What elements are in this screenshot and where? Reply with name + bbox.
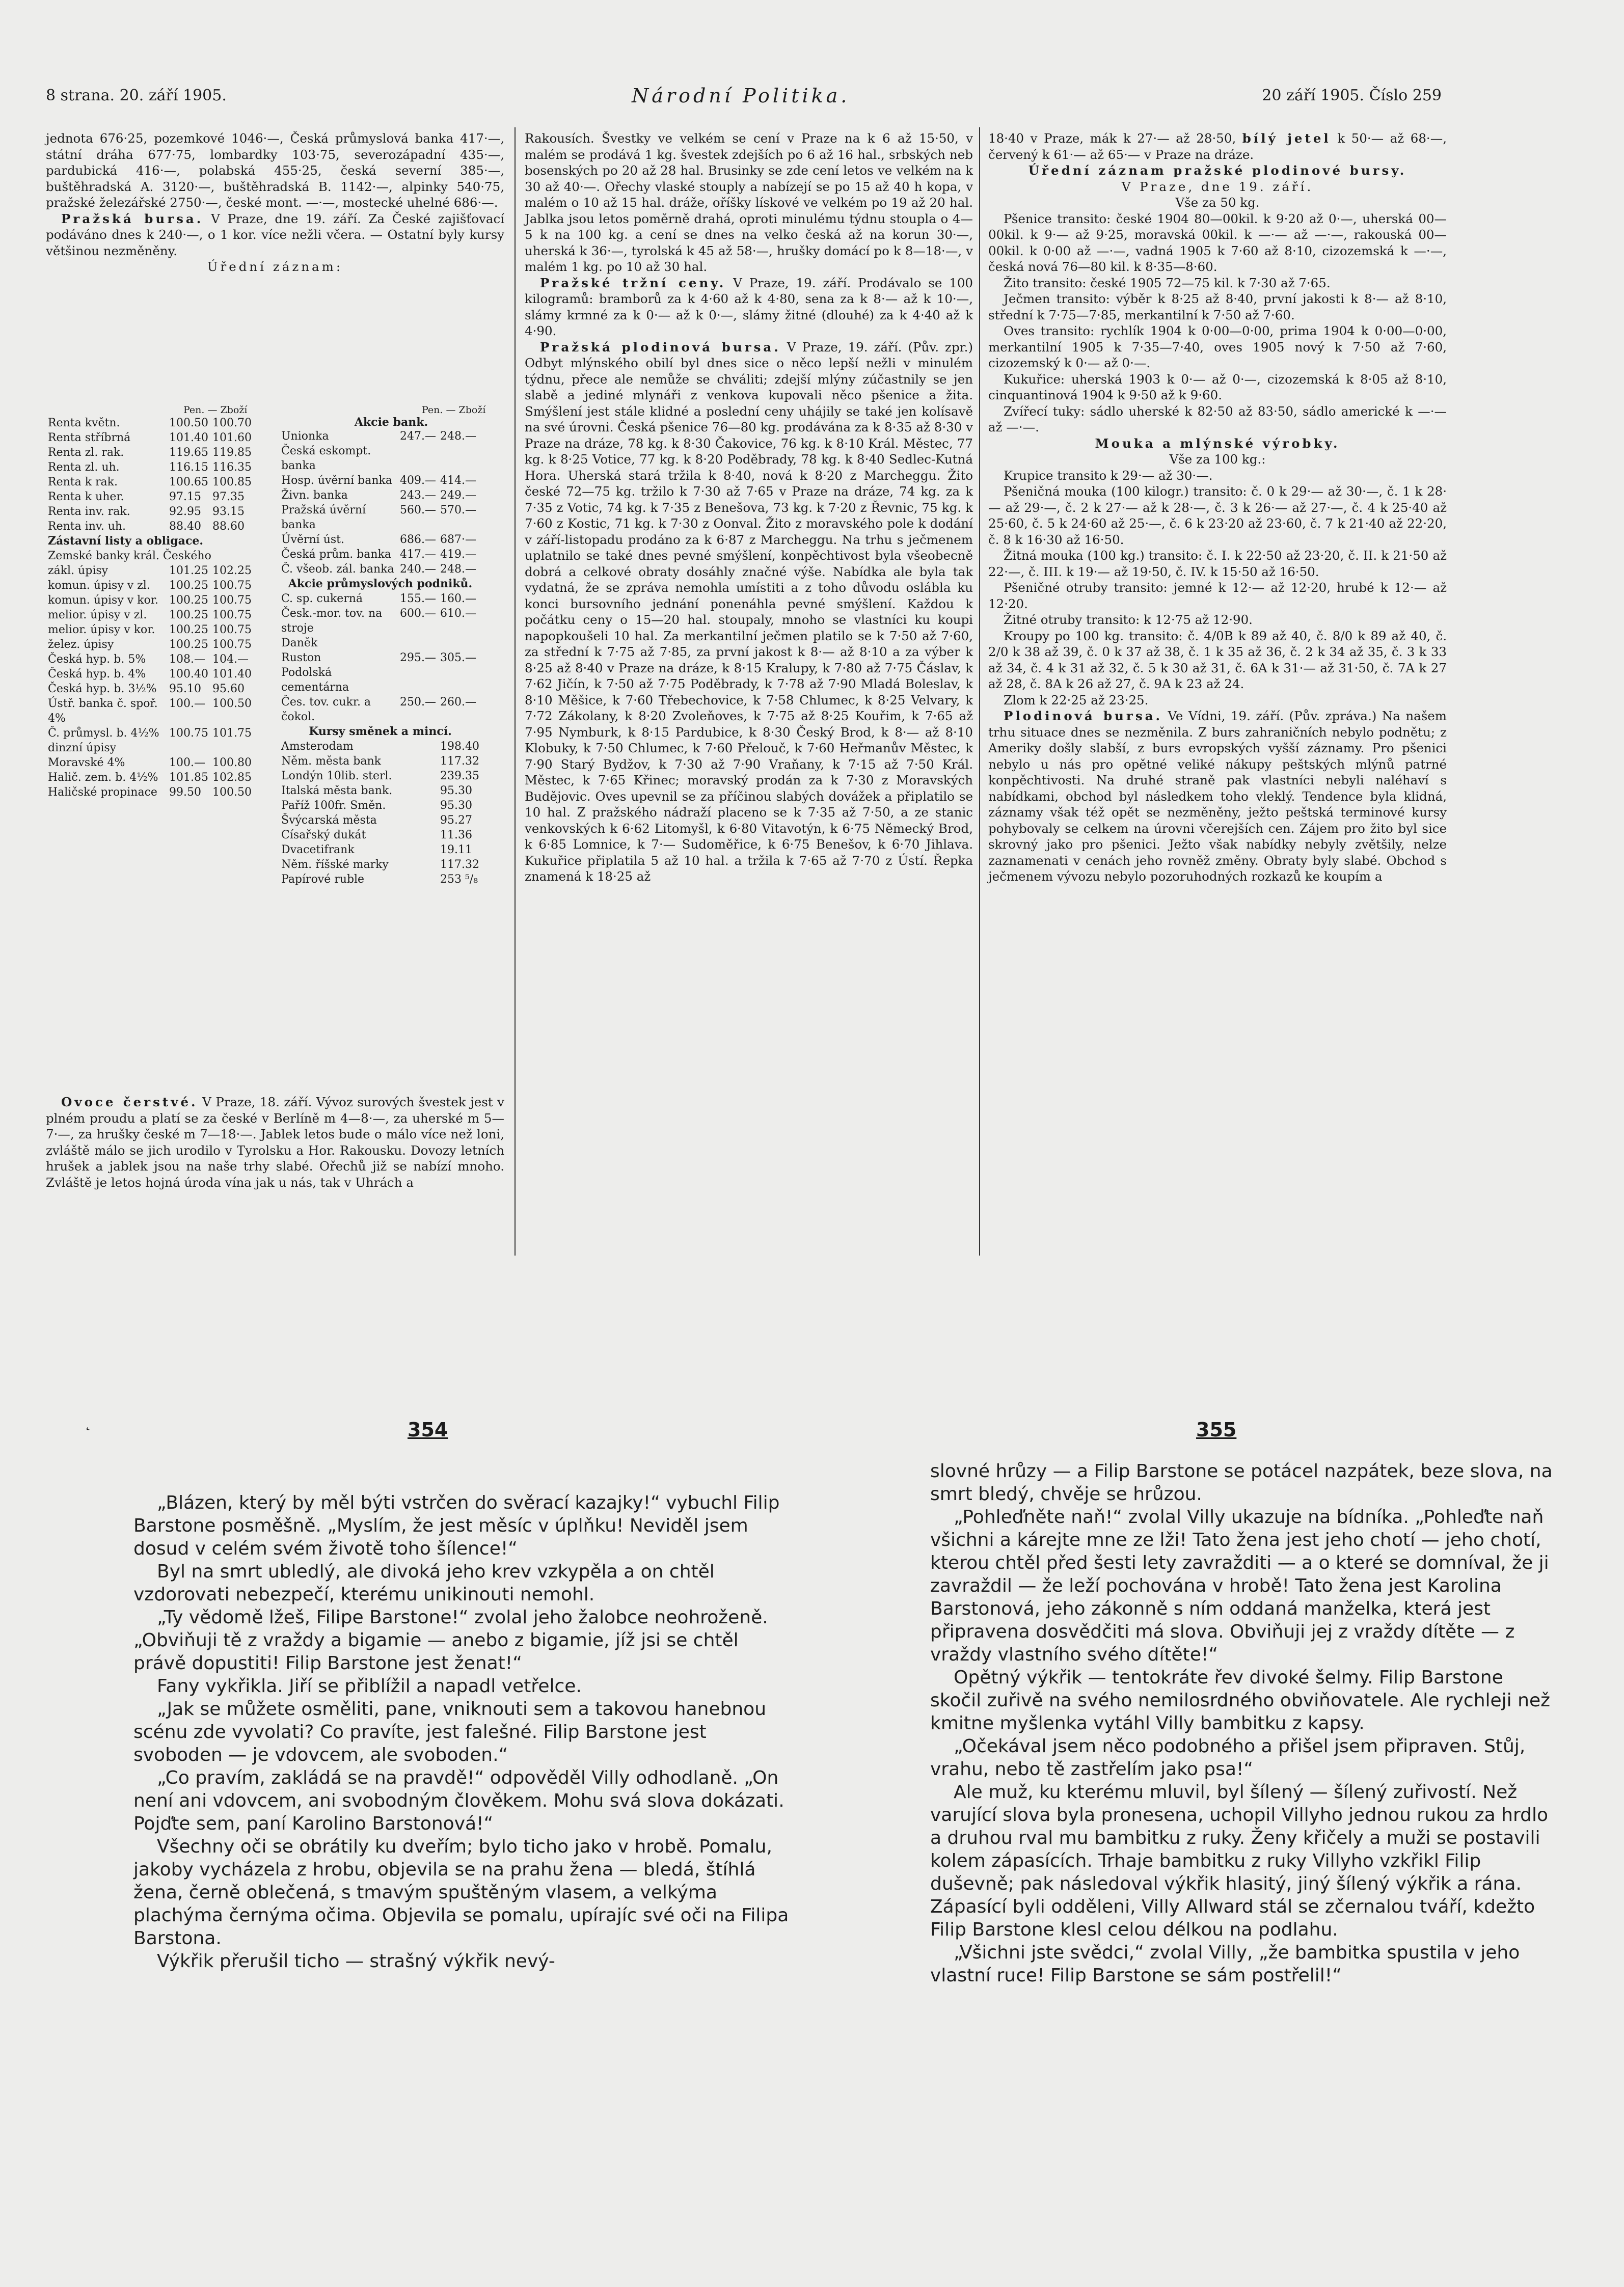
quote-row [279,547,481,562]
quote-bid: 116.15 [169,461,208,474]
paragraph: Oves transito: rychlík 1904 k 0·00—0·00, prima 1904 k 0·00—0·00, merkantilní 1905 k 7·35—7·40, oves 1905 nový k 7·50 až 7·60, cizozemský k 0·— až 0·—. [988,323,1447,370]
quote-ask: 419.— [440,548,476,561]
quote-label: Česká prům. banka [281,548,392,561]
quote-section-label: Akcie průmyslových podniků. [288,577,473,590]
quote-bid [398,813,438,828]
paragraph: Žitné otruby transito: k 12·75 až 12·90. [1004,612,1253,627]
quote-ask: 102.85 [212,771,252,784]
quote-row [279,532,481,547]
quote-label: Papírové ruble [281,873,365,886]
quote-label: Dvacetifrank [281,843,355,856]
header-right: 20 září 1905. Číslo 259 [1262,87,1442,104]
novel-paragraph: Výkřik přerušil ticho — strašný výkřik nevý- [157,1951,555,1972]
quote-ask: 95.30 [440,784,472,797]
quote-ask: 100.50 [212,697,252,710]
quote-label: želez. úpisy [48,638,114,651]
quote-label: Úvěrní úst. [281,533,344,546]
novel-paragraph: „Co pravím, zakládá se na pravdě!“ odpověděl Villy odhodlaně. „On není ani vdovcem, ani svobodným člověkem. Mohu svá slova dokázati. Pojďte sem, paní Karolino Barstonová!“ [133,1767,784,1834]
quote-ask: 11.36 [440,829,472,841]
column-rule [515,127,516,1256]
quote-row [46,667,254,682]
quote-ask: 100.75 [212,579,252,592]
quote-bid: 240.— [400,563,436,576]
paragraph: Žito transito: české 1905 72—75 kil. k 7·30 až 7·65. [1004,275,1331,290]
quotes-table [46,404,504,1092]
quote-label: Daněk [281,637,318,649]
quote-row [46,593,254,608]
quote-row [279,769,481,783]
quote-bid: 600.— [400,607,436,620]
quote-ask: 100.75 [212,594,252,607]
novel-paragraph: Opětný výkřik — tentokráte řev divoké šelmy. Filip Barstone skočil zuřivě na svého nemilosrdného obviňovatele. Ale rychleji než kmitne myšlenka vytáhl Villy bambitku z kapsy. [930,1667,1550,1734]
quote-label: Moravské 4% [48,756,125,769]
novel-paragraph: „Všichni jste svědci,“ zvolal Villy, „že bambitka spustila v jeho vlastní ruce! Filip Barstone se sám postřelil!“ [930,1942,1520,1986]
quote-label: Česk.-mor. tov. na stroje [281,607,383,635]
paragraph: Pšeničné otruby transito: jemné k 12·— až 12·20, hrubé k 12·— až 12·20. [988,580,1447,611]
quote-ask: 239.35 [440,770,479,782]
quote-bid: 100.25 [169,594,208,607]
paragraph: Kukuřice: uherská 1903 k 0·— až 0·—, cizozemská k 8·05 až 8·10, cinquantinová 1904 k 9·50 až k 9·60. [988,371,1447,402]
official-quote-title: Úřední záznam: [207,259,343,274]
quote-row [279,724,481,739]
quote-row [279,429,481,444]
quote-bid: 92.95 [169,505,201,518]
quote-label: melior. úpisy v kor. [48,623,155,636]
quote-row [46,652,254,667]
quote-row [46,637,254,652]
quote-ask: 95.27 [440,814,472,827]
paragraph: Zlom k 22·25 až 23·25. [1004,692,1149,707]
quote-ask: 117.32 [440,755,479,768]
bank-shares-title: Akcie bank. [354,416,428,429]
text: 18·40 v Praze, mák k 27·— až 28·50, [988,131,1242,146]
quote-ask: 100.70 [212,417,252,429]
quote-row [279,488,481,503]
quote-bid: 100.25 [169,623,208,636]
quote-row [279,591,481,606]
quote-row [46,460,254,475]
quote-row [279,577,481,591]
quote-ask: 101.60 [212,431,252,444]
quote-bid [398,444,438,473]
quote-row [46,445,254,460]
quote-row [279,857,481,872]
quote-row [46,696,254,726]
quote-row [46,549,254,563]
quote-row [279,444,481,473]
column-header: Pen. — Zboží [183,404,248,416]
paragraph: Kroupy po 100 kg. transito: č. 4/0B k 89 až 40, č. 8/0 k 89 až 40, č. 2/0 k 38 až 39, č. 0 k 37 až 38, č. 1 k 35 až 36, č. 2 k 34 až 35, č. 3 k 33 až 34, č. 4 k 31 až 32, č. 5 k 30 až 31, č. 6A k 31·— až 31·50, č. 7A k 27 až 28, č. 8A k 26 až 27, č. 9A k 23 až 24. [988,628,1447,691]
quote-label: Paříž 100fr. Směn. [281,799,386,812]
quote-row [46,622,254,637]
quote-bid [398,754,438,769]
masthead-title: Národní Politika. [632,85,850,107]
quote-bid: 88.40 [169,520,201,533]
quote-label: Londýn 10lib. sterl. [281,770,392,782]
novel-column-right [930,1460,1557,1987]
quote-bid [398,783,438,798]
quote-row [46,504,254,519]
quote-bid [398,798,438,813]
quote-ask: 305.— [440,651,476,664]
paragraph: Pšenice transito: české 1904 80—00kil. k 9·20 až 0·—, uherská 00—00kil. k 9·— až 9·25, moravská 00kil. k —·— až —·—, rakouská 00—00kil. k 0·00 až —·—, vadná 1905 k 7·60 až 8·10, cizozemská k —·—, česká nová 76—80 kil. k 8·35—8·60. [988,211,1447,274]
quote-label: Něm. říšské marky [281,858,389,871]
quote-row [279,754,481,769]
quote-row [279,473,481,488]
quote-row [279,872,481,887]
quote-label: Renta k rak. [48,476,118,488]
section-text: V Praze, dne 19. září. Za České zajišťovací podáváno dnes k 240·—, o 1 kor. více nežli včera. — Ostatní byly kursy většinou nezměněny. [46,211,504,258]
quote-bid: 100.25 [169,579,208,592]
unit-note: Vše za 100 kg.: [1169,452,1266,467]
quote-row [279,813,481,828]
quote-ask: 119.85 [212,446,252,459]
quote-bid: 100.40 [169,668,208,680]
quote-ask: 414.— [440,474,476,487]
section-text: Ve Vídni, 19. září. (Pův. zpráva.) Na našem trhu situace dnes se nezměnila. Z burs zahraničních nebylo podnětu; z Ameriky došly slabší, z burs evropských vyšší záznamy. Pro pšenici nebylo u nás pro opětné veliké nákupy peštských mlýnů patrné konpěchtivosti. Na druhé straně pak vlastníci nebyli naléhaví s nabídkami, obchod byl následkem toho vleklý. Tendence byla klidná, záznamy však též opět se nezměněny, ježto peštská terminové kursy pohybovaly se celkem na úrovni včerejších cen. Zájem pro žito byl sice skrovný jako pro pšenici. Ježto však nabídky nebyly zvětšily, nelze zaznamenati v cenách jeho rovněž změny. Obraty byly slabé. Obchod s ječmenem vývozu nebylo pozoruhodných rozkazů ke koupím a [988,709,1447,884]
quote-bid [398,857,438,872]
text: k 50·— až 68·—, červený k 61·— až 65·— v Praze na dráze. [988,131,1447,162]
quote-row [46,755,254,770]
quote-label: Unionka [281,430,329,443]
quote-row [279,695,481,724]
quote-ask: 610.— [440,607,476,620]
quote-row [46,608,254,622]
quote-ask [438,665,481,695]
quote-label: Císařský dukát [281,829,366,841]
section-title: Mouka a mlýnské výrobky. [1095,435,1340,451]
novel-column-left [133,1491,791,1973]
quote-label: Živn. banka [281,489,348,502]
column-rule [979,127,980,1256]
quote-ask: 100.80 [212,756,252,769]
quote-label: Č. průmysl. b. 4½% dinzní úpisy [48,727,159,754]
paragraph: Pšeničná mouka (100 kilogr.) transito: č. 0 k 29·— až 30·—, č. 1 k 28·— až 29·—, č. 2 k 27·— až k 28·—, č. 3 k 26·— až 27·—, č. 4 k 25·40 až 25·60, č. 5 k 24·60 až 25·—, č. 6 k 23·20 až 23·60, č. 7 k 21·40 až 22·20, č. 8 k 16·30 až 16·50. [988,484,1447,547]
quote-label: Něm. města bank [281,755,381,768]
header-left: 8 strana. 20. září 1905. [46,87,227,104]
quote-row [46,519,254,534]
quote-bid: 295.— [400,651,436,664]
quote-ask: 88.60 [212,520,245,533]
quote-label: Renta inv. uh. [48,520,126,533]
quote-ask: 101.40 [212,668,252,680]
paragraph: Žitná mouka (100 kg.) transito: č. I. k 22·50 až 23·20, č. II. k 21·50 až 22·—, č. III. k 19·— až 19·50, č. IV. k 15·50 až 16·50. [988,548,1447,579]
quote-bid: 560.— [400,504,436,516]
paragraph: Ječmen transito: výběr k 8·25 až 8·40, první jakosti k 8·— až 8·10, střední k 7·75—7·85, merkantilní k 7·50 až 7·60. [988,291,1447,322]
unit-note: Vše za 50 kg. [1175,195,1260,210]
quote-row [46,489,254,504]
quote-bid: 250.— [400,696,436,709]
quote-section-label: Kursy směnek a mincí. [309,725,452,738]
paragraph: Rakousích. Švestky ve velkém se cení v Praze na k 6 až 15·50, v malém se prodává 1 kg. švestek zdejších po 6 až 16 hal., srbských neb bosenských po 20 až 28 hal. Brusinky se zde cení letos ve velkém na k 30 až 40·—. Ořechy vlaské stouply a nabízejí se po 15 až 40 h kopa, v malém o 10 až 15 hal. dráže, oříšky lískové ve velkém po 19 až 20 hal. Jablka jsou letos poměrně drahá, oproti minulému týdnu stoupla o 4—5 k na 100 kg. a cení se dnes na velko česká až na korun 30·—, uherská k 36·—, tyrolská k 45 až 58·—, hrušky domácí po k 8—18·—, v malém 1 kg. po 10 až 30 hal. [525,131,973,274]
novel-paragraph: Fany vykřikla. Jiří se přiblížil a napadl vetřelce. [157,1676,582,1697]
quote-ask [438,636,481,650]
quote-label: Česká hyp. b. 4% [48,668,146,680]
quote-row [46,682,254,696]
quote-label: Č. všeob. zál. banka [281,563,394,576]
section-title: Pražská plodinová bursa. [540,339,781,355]
quote-bid: 101.85 [169,771,208,784]
quote-bid [398,739,438,754]
quote-bid: 100.65 [169,476,208,488]
quote-ask: 101.75 [212,727,252,740]
quote-ask: 97.35 [212,491,245,503]
quote-bid [398,636,438,650]
quote-ask: 248.— [440,430,476,443]
quote-bid [398,665,438,695]
column-3 [988,130,1447,885]
section-text: V Praze, 19. září. Prodávalo se 100 kilogramů: bramborů za k 4·60 až k 4·80, sena za k 8·— až k 10·—, slámy krmné za k 0·— až k 0·—, slámy žitné (dlouhé) za k 4·40 až k 4·90. [525,275,973,338]
section-title: Plodinová bursa. [1004,709,1163,723]
quote-row [279,842,481,857]
quote-bid [398,842,438,857]
quote-row [279,739,481,754]
quote-ask: 116.35 [212,461,252,474]
quote-label: Pražská úvěrní banka [281,504,366,531]
quote-label: Halič. zem. b. 4½% [48,771,158,784]
quote-ask: 160.— [440,592,476,605]
column-1-bottom [46,1094,504,1190]
quote-label: Česká eskompt. banka [281,445,371,472]
quote-ask: 253 ⁵/₈ [440,873,478,886]
quote-bid: 100.— [169,756,205,769]
quote-row [46,475,254,489]
quotes-left-table [46,416,254,800]
margin-mark: ˛ [84,1413,92,1431]
quote-row [46,563,254,578]
quote-label: Renta květn. [48,417,120,429]
quotes-right-table [279,429,481,887]
quote-bid: 686.— [400,533,436,546]
quote-row [279,562,481,577]
quote-bid: 99.50 [169,786,201,799]
quote-row [279,783,481,798]
quote-row [279,798,481,813]
quote-label: melior. úpisy v zl. [48,609,147,621]
quote-bid [398,769,438,783]
quote-label: Renta zl. uh. [48,461,120,474]
paragraph: Zvířecí tuky: sádlo uherské k 82·50 až 83·50, sádlo americké k —·— až —·—. [988,403,1447,434]
quote-label: Haličské propinace [48,786,157,799]
quote-bid: 95.10 [169,683,201,695]
novel-paragraph: Byl na smrt ubledlý, ale divoká jeho krev vzkypěla a on chtěl vzdorovati nebezpečí, kterému unikinouti nemohl. [133,1561,715,1605]
quote-ask: 248.— [440,563,476,576]
quote-bid: 100.50 [169,417,208,429]
quote-row [46,578,254,593]
quote-ask: 95.60 [212,683,245,695]
quote-row [279,828,481,842]
quote-bid: 100.25 [169,609,208,621]
quote-bid: 100.— [169,697,205,710]
quote-row [46,416,254,430]
quote-ask: 100.75 [212,623,252,636]
quote-ask: 95.30 [440,799,472,812]
quote-label: Podolská cementárna [281,666,349,694]
quote-row [46,770,254,785]
novel-paragraph: slovné hrůzy — a Filip Barstone se potácel nazpátek, beze slova, na smrt bledý, chvěje se hrůzou. [930,1461,1553,1505]
quote-section-label: Zemské banky král. Českého [48,550,211,562]
section-title: Pražská bursa. [61,211,204,226]
quote-ask: 104.— [212,653,249,666]
novel-paragraph: Ale muž, ku kterému mluvil, byl šílený — šílený zuřivostí. Než varující slova byla pronesena, uchopil Villyho jednou rukou za hrdlo a druhou rval mu bambitku z ruky. Ženy křičely a muži se postavili kolem zápasících. Trhaje bambitku z ruky Villyho vzkřikl Filip duševně; pak následoval výkřik hlasitý, jiný šílený výkřik a rána. Zápasící byli odděleni, Villy Allward stál se zčernalou tváří, kdežto Filip Barstone klesl celou délkou na podlahu. [930,1782,1549,1940]
quote-ask: 100.85 [212,476,252,488]
quote-section-label: Zástavní listy a obligace. [48,534,203,548]
quote-bid: 97.15 [169,491,201,503]
section-title: Ovoce čerstvé. [61,1095,198,1109]
quote-label: Ústř. banka č. spoř. 4% [48,697,158,725]
quote-bid: 409.— [400,474,436,487]
quote-ask: 198.40 [440,740,479,753]
page-header [0,87,1442,112]
quote-row [279,665,481,695]
novel-paragraph: „Ty vědomě lžeš, Filipe Barstone!“ zvolal jeho žalobce neohroženě. „Obviňuji tě z vraždy a bigamie — anebo z bigamie, jíž jsi se chtěl právě dopustiti! Filip Barstone jest ženat!“ [133,1607,768,1674]
section-text: V Praze, 19. září. (Pův. zpr.) Odbyt mlýnského obilí byl dnes sice o něco lepší nežli v minulém týdnu, přece ale nemůže se chváliti; zdejší mlýny zúčastnily se jen slabě a jediné mlynáři z venkova kupovali něco pšenice a žita. Smýšlení jest stále klidné a poslední ceny uhájily se také jen kolísavě na své úrovni. Česká pšenice 76—80 kg. prodávána za k 8·35 až 8·30 v Praze na dráze, 78 kg. k 8·30 Čakovice, 76 kg. k 8·10 Král. Městec, 77 kg. k 8·25 Votice, 77 kg. k 8·20 Poděbrady, 78 kg. k 8·40 Sedlec-Kutná Hora. Uherská stará tržila k 8·40, nová k 8·20 z Marcheggu. Žito české 72—75 kg. tržilo k 7·30 až 7·65 v Praze na dráze, 74 kg. za k 7·35 z Votic, 74 kg. k 7·35 z Benešova, 73 kg. k 7·20 z Řevnic, 75 kg. k 7·60 z Kostic, 71 kg. k 7·30 z Oonval. Žito z moravského pole k dodání v září-listopadu prodáno za k 6·87 z Marcheggu. Na trhu s ječmenem uplatnilo se také dnes pevné smýšlení, konpěchtivost byla všeobecně dobrá a celkové obraty dosáhly značné výše. Nabídka ale byla tak vydatná, že se zpráva nemohla umístiti a z toho důvodu oslábla ku konci bursovního jednání ponenáhla pevné smýšlení. Každou k počátku ceny o 15—20 hal. stoupaly, mnoho se vlastníci ku koupi napopkoušeli 10 hal. Za merkantilní ječmen platilo se k 7·50 až 7·60, za střední k 7·75 až 7·85, za první jakost k 8·— až 8·10 a za výber k 8·25 až 8·40 v Praze na dráze, k 8·15 Kralupy, k 7·80 až 7·75 Čáslav, k 7·62 Jičín, k 7·50 až 7·75 Poděbrady, k 7·78 až 7·90 Mladá Boleslav, k 8·10 Měšice, k 7·60 Třebechovice, k 7·58 Chlumec, k 8·25 Velvary, k 7·72 Zákolany, k 8·20 Zvoleňoves, k 7·75 až 8·25 Kouřim, k 7·65 až 7·95 Nymburk, k 8·15 Pardubice, k 8·30 Český Brod, k 8·— až 8·10 Klobuky, k 7·50 Chlumec, k 7·60 Přelouč, k 7·60 Heřmanův Městec, k 7·90 Starý Bydžov, k 7·30 až 7·90 Vraňany, k 7·15 až 7·50 Král. Městec, k 7·65 Křinec; moravský prodán za k 7·30 z Moravských Budějovic. Oves upevnil se za příčinou slabých dovážek a připlatilo se 10 hal. Z pražského nádraží placeno se k 7·35 až 7·50, a ze stanic venkovských k 6·62 Litomyšl, k 6·80 Vitavotýn, k 6·75 Německý Brod, k 6·85 Lomnice, k 7·— Sudoměřice, k 6·75 Benešov, k 6·70 Jihlava. Kukuřice připlatila 5 až 10 hal. a tržila k 7·65 až 7·70 z Ústí. Řepka znamená k 18·25 až [525,339,973,884]
quote-bid: 108.— [169,653,205,666]
section-text: V Praze, 18. září. Vývoz surových švestek jest v plném proudu a platí se za české v Berlíně m 4—8·—, za uherské m 5—7·—, za hrušky české m 7—18·—. Jablek letos bude o málo více než loni, zvláště málo se jich urodilo v Tyrolsku a Hor. Rakousku. Dovozy letních hrušek a jablek jsou na naše trhy slabé. Ořechů již se nabízí mnoho. Zvláště je letos hojná úroda vína jak u nás, tak v Uhrách a [46,1095,504,1190]
quote-ask: 102.25 [212,564,252,577]
text-emph: bílý jetel [1242,131,1331,146]
quote-bid: 101.25 [169,564,208,577]
quote-ask: 93.15 [212,505,245,518]
quote-label: Česká hyp. b. 3½% [48,683,157,695]
section-title: Úřední záznam pražské plodinové bursy. [1028,163,1407,178]
novel-paragraph: Všechny oči se obrátily ku dveřím; bylo ticho jako v hrobě. Pomalu, jakoby vycházela z hrobu, objevila se na prahu žena — bledá, štíhlá žena, černě oblečená, s tmavým spuštěným vlasem, a velkýma plachýma černýma očima. Objevila se pomalu, upírajíc své oči na Filipa Barstona. [133,1836,789,1949]
novel-paragraph: „Očekával jsem něco podobného a přišel jsem připraven. Stůj, vrahu, nebo tě zastřelím jako psa!“ [930,1736,1526,1780]
section-title: Pražské tržní ceny. [540,275,726,290]
quote-bid: 243.— [400,489,436,502]
quote-bid: 155.— [400,592,436,605]
quote-label: Italská města bank. [281,784,393,797]
column-header: Pen. — Zboží [422,404,486,416]
column-2 [525,130,973,885]
page-number-left: 354 [408,1419,448,1441]
quote-ask: 570.— [440,504,476,516]
quote-label: C. sp. cukerná [281,592,363,605]
column-1 [46,130,504,275]
quote-bid [398,872,438,887]
quote-bid: 417.— [400,548,436,561]
quote-label: Česká hyp. b. 5% [48,653,146,666]
quote-ask: 687·— [440,533,476,546]
quote-row [279,636,481,650]
quote-ask: 100.75 [212,638,252,651]
quote-row [46,785,254,800]
quote-label: Čes. tov. cukr. a čokol. [281,696,371,723]
quote-ask: 100.50 [212,786,252,799]
quote-label: Hosp. úvěrní banka [281,474,392,487]
quote-bid: 247.— [400,430,436,443]
quote-label: zákl. úpisy [48,564,109,577]
novel-paragraph: „Blázen, který by měl býti vstrčen do svěrací kazajky!“ vybuchl Filip Barstone posměšně. „Myslím, že jest měsíc v úplňku! Neviděl jsem dosud v celém svém životě toho šílence!“ [133,1492,780,1559]
quote-ask: 249.— [440,489,476,502]
quote-bid: 100.25 [169,638,208,651]
quote-row [46,430,254,445]
quote-label: Renta stříbrná [48,431,131,444]
quote-ask: 260.— [440,696,476,709]
market-paragraph: jednota 676·25, pozemkové 1046·—, Česká průmyslová banka 417·—, státní dráha 677·75, lombardky 103·75, severozápadní 435·—, pardubická 416·—, polabská 455·25, česká severní 385·—, buštěhradská A. 3120·—, buštěhradská B. 1142·—, alpinky 540·75, pražské železářské 2750·—, české mont. —·—, mostecké uhelné 686·—. [46,131,504,210]
quote-label: Ruston [281,651,321,664]
dateline: V Praze, dne 19. září. [1121,179,1314,194]
quote-row [279,606,481,636]
quote-bid: 101.40 [169,431,208,444]
quote-label: Renta k uher. [48,491,124,503]
quote-bid [398,828,438,842]
quote-ask [438,444,481,473]
quote-label: Renta inv. rak. [48,505,130,518]
quote-label: komun. úpisy v zl. [48,579,150,592]
quote-row [279,650,481,665]
quote-row [279,503,481,532]
quote-label: komun. úpisy v kor. [48,594,158,607]
quote-label: Renta zl. rak. [48,446,124,459]
quote-label: Švýcarská města [281,814,377,827]
quote-ask: 117.32 [440,858,479,871]
quote-ask: 100.75 [212,609,252,621]
page-number-right: 355 [1196,1419,1237,1441]
quote-row [46,534,254,549]
novel-paragraph: „Pohleďněte naň!“ zvolal Villy ukazuje na bídníka. „Pohleďte naň všichni a kárejte mne ze lži! Tato žena jest jeho chotí — jeho chotí, kterou chtěl před šesti lety zavražditi — a o které se domníval, že ji zavraždil — že leží pochována v hrobě! Tato žena jest Karolina Barstonová, jeho zákonně s ním oddaná manželka, která jest připravena dosvědčiti má slova. Obviňuji jej z vraždy dítěte — z vraždy vlastního svého dítěte!“ [930,1507,1549,1665]
quote-bid: 100.75 [169,727,208,740]
paragraph: Krupice transito k 29·— až 30·—. [1004,468,1213,483]
quote-ask: 19.11 [440,843,472,856]
quote-bid: 119.65 [169,446,208,459]
quote-label: Amsterodam [281,740,354,753]
quote-row [46,726,254,755]
novel-paragraph: „Jak se můžete osměliti, pane, vniknouti sem a takovou hanebnou scénu zde vyvolati? Co pravíte, jest falešné. Filip Barstone jest svoboden — je vdovcem, ale svoboden.“ [133,1699,767,1765]
